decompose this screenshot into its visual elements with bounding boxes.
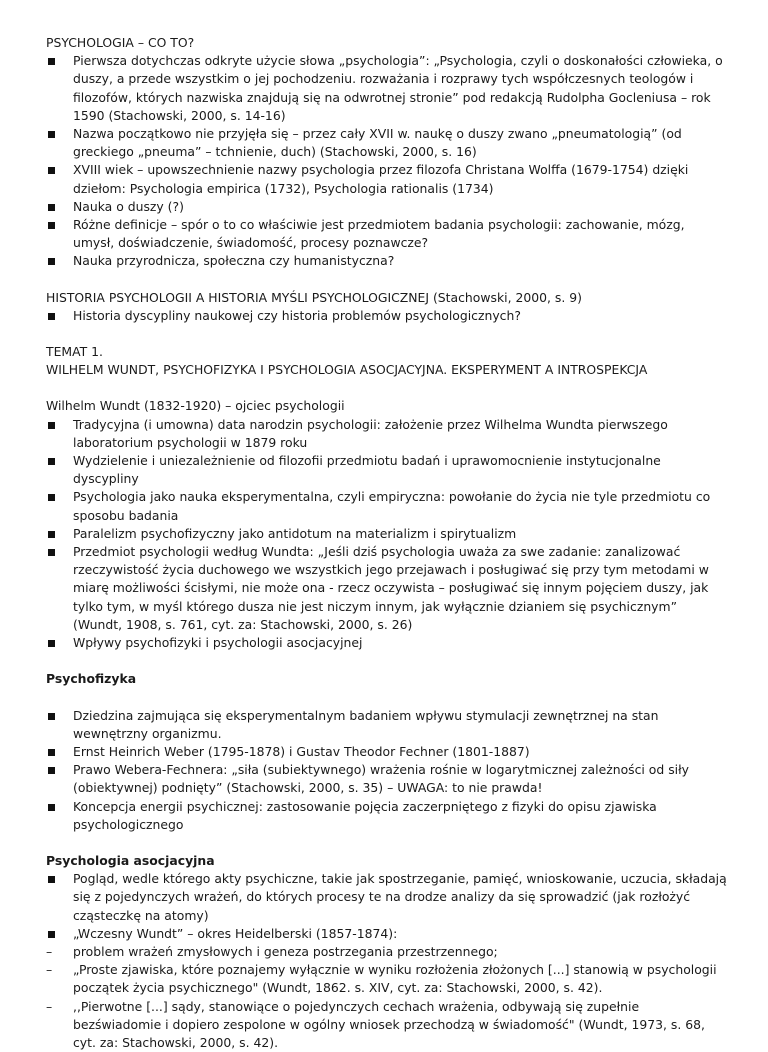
list-item: Historia dyscypliny naukowej czy historia problemów psychologicznych?	[46, 307, 728, 325]
list-item: Wydzielenie i uniezależnienie od filozofii przedmiotu badań i uprawomocnienie instytucjonalne dyscypliny	[46, 452, 728, 488]
list-item: Pierwsza dotychczas odkryte użycie słowa „psychologia”: „Psychologia, czyli o doskonałości człowieka, o duszy, a przede wszystkim o jej pochodzeniu. rozważania i rozprawy tych współczesnych teologów i filozofów, których nazwiska znajdują się na odwrotnej stronie” pod redakcją Rudolpha Gocleniusa – rok 1590 (Stachowski, 2000, s. 14-16)	[46, 52, 728, 125]
heading-psychologia-asocjacyjna: Psychologia asocjacyjna	[46, 852, 215, 868]
list-item: „Wczesny Wundt” – okres Heidelberski (1857-1874):	[46, 925, 728, 943]
dash-list-item: – ,,Pierwotne [...] sądy, stanowiące o pojedynczych cechach wrażenia, odbywają się zupełnie bezświadomie i dopiero zespolone w ogólny wniosek przechodzą w świadomość" (Wundt, 1973, s. 68, cyt. za: Stachowski, 2000, s. 42).	[46, 998, 728, 1052]
section-title-psychologia: PSYCHOLOGIA – CO TO?	[46, 35, 195, 50]
list-item: Koncepcja energii psychicznej: zastosowanie pojęcia zaczerpniętego z fizyki do opisu zjawiska psychologicznego	[46, 798, 728, 834]
list-item: Różne definicje – spór o to co właściwie jest przedmiotem badania psychologii: zachowanie, mózg, umysł, doświadczenie, świadomość, procesy poznawcze?	[46, 216, 728, 252]
topic-label: TEMAT 1.	[46, 344, 103, 360]
topic-title: WILHELM WUNDT, PSYCHOFIZYKA I PSYCHOLOGIA ASOCJACYJNA. EKSPERYMENT A INTROSPEKCJA	[46, 362, 648, 378]
list-item: Prawo Webera-Fechnera: „siła (subiektywnego) wrażenia rośnie w logarytmicznej zależności od siły (obiektywnej) podnięty” (Stachowski, 2000, s. 35) – UWAGA: to nie prawda!	[46, 761, 728, 797]
wundt-intro: Wilhelm Wundt (1832-1920) – ojciec psychologii	[46, 398, 345, 414]
list-item: Wpływy psychofizyki i psychologii asocjacyjnej	[46, 634, 728, 652]
list-item: Przedmiot psychologii według Wundta: „Jeśli dziś psychologia uważa za swe zadanie: zanalizować rzeczywistość życia duchowego we wszystkich jego przejawach i posługiwać się przy tym metodami w miarę możliwości ścisłymi, nie może ona - rzecz oczywista – posługiwać się innym pojęciem duszy, jak tylko tym, w myśl którego dusza nie jest niczym innym, jak wyłącznie dzianiem się psychicznym” (Wundt, 1908, s. 761, cyt. za: Stachowski, 2000, s. 26)	[46, 543, 728, 634]
list-item: Nauka przyrodnicza, społeczna czy humanistyczna?	[46, 252, 728, 270]
list-item: Paralelizm psychofizyczny jako antidotum na materializm i spirytualizm	[46, 525, 728, 543]
list-item: Dziedzina zajmująca się eksperymentalnym badaniem wpływu stymulacji zewnętrznej na stan wewnętrzny organizmu.	[46, 707, 728, 743]
bullet-list-psychofizyka	[46, 707, 728, 834]
section-title-historia: HISTORIA PSYCHOLOGII A HISTORIA MYŚLI PSYCHOLOGICZNEJ (Stachowski, 2000, s. 9)	[46, 289, 582, 305]
dash-list-item: – problem wrażeń zmysłowych i geneza postrzegania przestrzennego;	[46, 943, 728, 961]
list-item: Psychologia jako nauka eksperymentalna, czyli empiryczna: powołanie do życia nie tyle przedmiotu co sposobu badania	[46, 488, 728, 524]
bullet-list-asocjacyjna	[46, 870, 728, 1052]
bullet-list-wundt	[46, 416, 728, 653]
bullet-list-historia	[46, 307, 728, 325]
bullet-list-psychologia	[46, 52, 728, 270]
list-item: Nauka o duszy (?)	[46, 198, 728, 216]
list-item: Pogląd, wedle którego akty psychiczne, takie jak spostrzeganie, pamięć, wnioskowanie, uczucia, składają się z pojedynczych wrażeń, do których procesy te na drodze analizy da się sprowadzić (jak rozłożyć cząsteczkę na atomy)	[46, 870, 728, 925]
list-item: Nazwa początkowo nie przyjęła się – przez cały XVII w. naukę o duszy zwano „pneumatologią” (od greckiego „pneuma” – tchnienie, duch) (Stachowski, 2000, s. 16)	[46, 125, 728, 161]
list-item: Tradycyjna (i umowna) data narodzin psychologii: założenie przez Wilhelma Wundta pierwszego laboratorium psychologii w 1879 roku	[46, 416, 728, 452]
list-item: XVIII wiek – upowszechnienie nazwy psychologia przez filozofa Christana Wolffa (1679-1754) dzięki dziełom: Psychologia empirica (1732), Psychologia rationalis (1734)	[46, 161, 728, 197]
list-item: Ernst Heinrich Weber (1795-1878) i Gustav Theodor Fechner (1801-1887)	[46, 743, 728, 761]
heading-psychofizyka: Psychofizyka	[46, 671, 137, 687]
dash-list-item: – „Proste zjawiska, które poznajemy wyłącznie w wyniku rozłożenia złożonych [...] stanowią w psychologii początek życia psychicznego" (Wundt, 1862. s. XIV, cyt. za: Stachowski, 2000, s. 42).	[46, 961, 728, 997]
